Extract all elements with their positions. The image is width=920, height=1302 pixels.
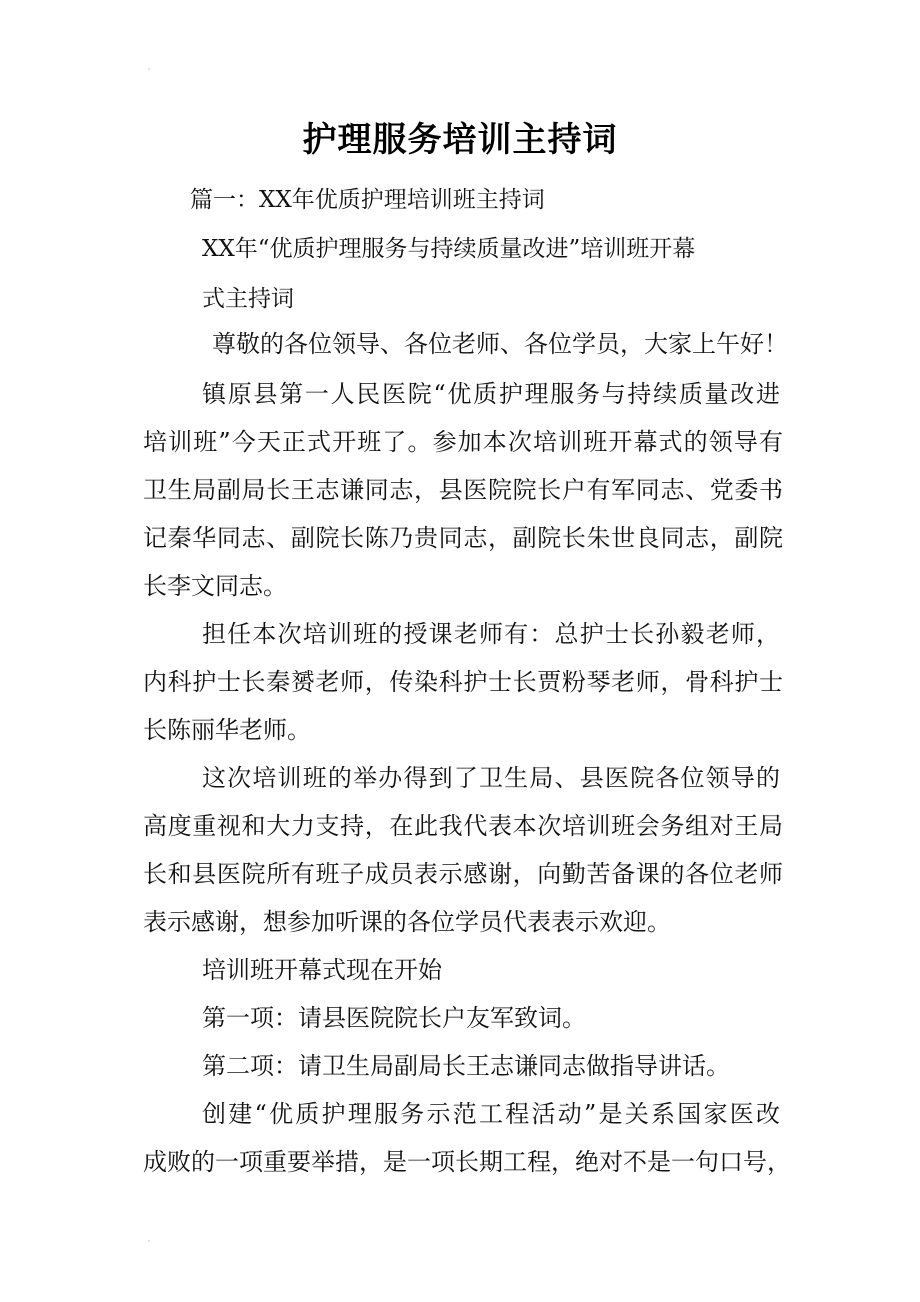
paragraph-line: 第二项：请卫生局副局长王志谦同志做指导讲话。 xyxy=(202,1052,730,1080)
paragraph-line: 记秦华同志、副院长陈乃贵同志，副院长朱世良同志，副院 xyxy=(143,524,783,552)
paragraph-line: 这次培训班的举办得到了卫生局、县医院各位领导的 xyxy=(202,764,780,792)
paragraph-line: 镇原县第一人民医院“优质护理服务与持续质量改进 xyxy=(202,380,780,408)
paragraph-line: 表示感谢，想参加听课的各位学员代表表示欢迎。 xyxy=(143,908,671,936)
paragraph-line: 长陈丽华老师。 xyxy=(143,716,311,744)
paragraph-line: 培训班开幕式现在开始 xyxy=(202,956,442,984)
scan-dot xyxy=(148,1240,150,1242)
paragraph-line: 高度重视和大力支持，在此我代表本次培训班会务组对王局 xyxy=(143,812,783,840)
paragraph-line: 担任本次培训班的授课老师有：总护士长孙毅老师， xyxy=(202,620,780,648)
paragraph-line: 长和县医院所有班子成员表示感谢，向勤苦备课的各位老师 xyxy=(143,860,783,888)
scan-dot xyxy=(148,68,150,70)
paragraph-line: 卫生局副局长王志谦同志，县医院院长户有军同志、党委书 xyxy=(143,476,783,504)
paragraph-line: 尊敬的各位领导、各位老师、各位学员，大家上午好！ xyxy=(212,330,788,358)
document-title: 护理服务培训主持词 xyxy=(302,120,618,160)
paragraph-line: 第一项：请县医院院长户友军致词。 xyxy=(202,1004,586,1032)
subheading-line-2: 式主持词 xyxy=(202,286,294,312)
paragraph-line: 内科护士长秦赟老师，传染科护士长贾粉琴老师，骨科护士 xyxy=(143,668,783,696)
paragraph-line: 培训班”今天正式开班了。参加本次培训班开幕式的领导有 xyxy=(143,428,783,456)
paragraph-line: 长李文同志。 xyxy=(143,572,287,600)
paragraph-line: 成败的一项重要举措，是一项长期工程，绝对不是一句口号， xyxy=(143,1148,791,1176)
chapter-heading: 篇一：XX年优质护理培训班主持词 xyxy=(190,187,545,213)
paragraph-line: 创建“优质护理服务示范工程活动”是关系国家医改 xyxy=(202,1100,780,1128)
subheading-line-1: XX年“优质护理服务与持续质量改进”培训班开幕 xyxy=(202,236,696,262)
